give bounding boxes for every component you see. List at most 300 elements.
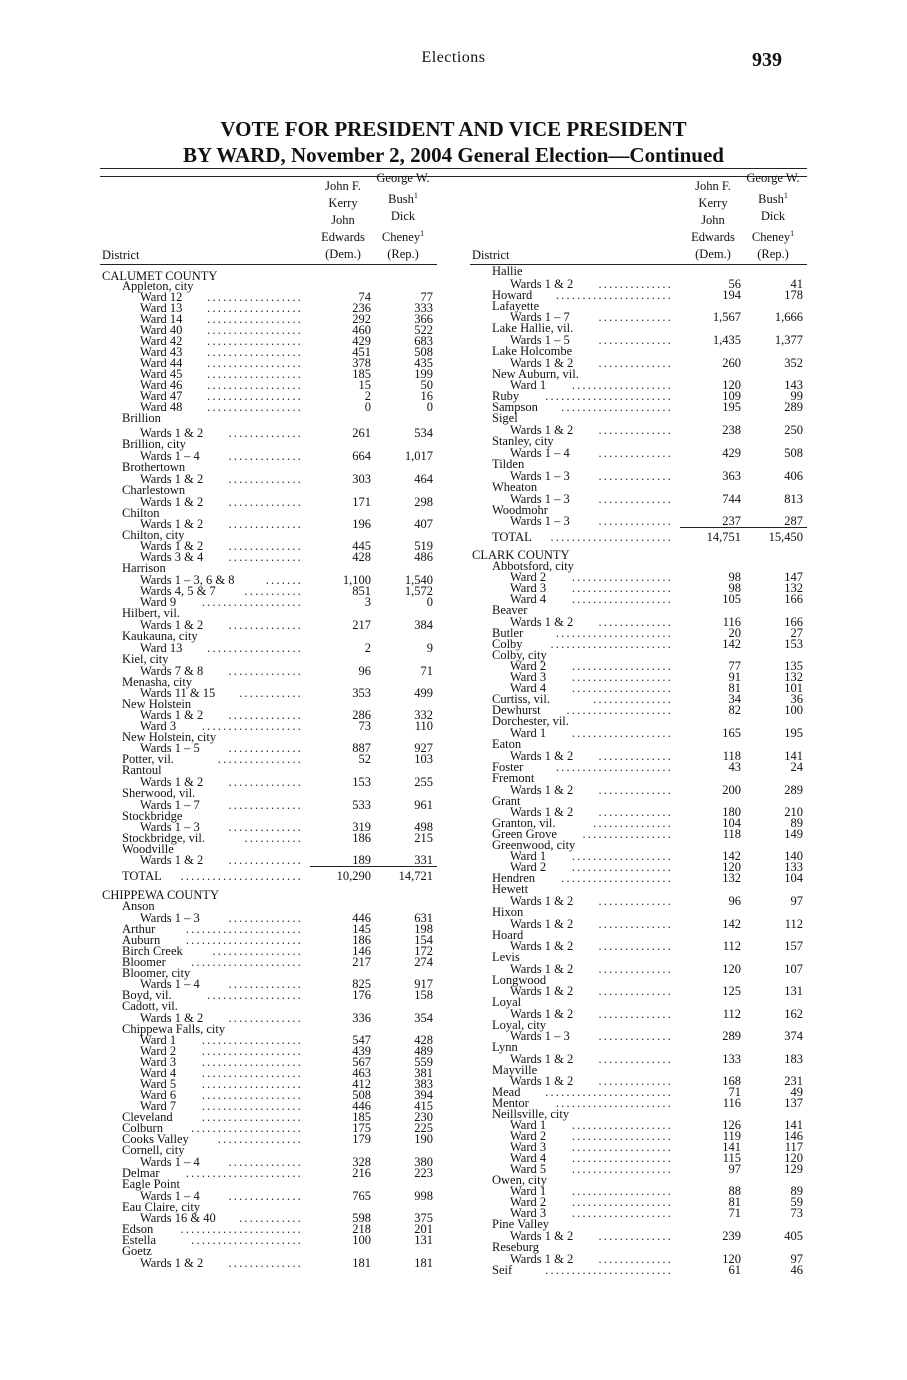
bush-votes: 381 bbox=[414, 1066, 433, 1080]
leader-dots: ....................... bbox=[180, 869, 303, 883]
district-name: Ward 6 bbox=[140, 1088, 177, 1102]
district-name: Boyd, vil. bbox=[122, 988, 172, 1002]
district-name: Ward 12 bbox=[140, 290, 183, 304]
kerry-votes: 237 bbox=[722, 514, 741, 528]
table-top-rule bbox=[100, 176, 807, 177]
district-name: Hewett bbox=[492, 882, 529, 896]
bush-votes: 49 bbox=[790, 1085, 803, 1099]
bush-votes: 230 bbox=[414, 1110, 433, 1124]
district-name: Lake Holcombe bbox=[492, 344, 573, 358]
leader-dots: ................... bbox=[571, 1195, 673, 1209]
kerry-votes: 126 bbox=[722, 1118, 741, 1132]
leader-dots: .............. bbox=[228, 539, 303, 553]
district-name: Wards 1 & 2 bbox=[510, 1052, 574, 1066]
district-name: Wards 1 & 2 bbox=[140, 426, 204, 440]
bush-votes: 1,377 bbox=[774, 333, 803, 347]
leader-dots: ................... bbox=[201, 1055, 303, 1069]
leader-dots: ................... bbox=[571, 1184, 673, 1198]
district-name: Mead bbox=[492, 1085, 521, 1099]
district-name: Greenwood, city bbox=[492, 838, 576, 852]
total-rule bbox=[310, 866, 437, 867]
kerry-votes: 71 bbox=[728, 1085, 741, 1099]
bush-votes: 489 bbox=[414, 1044, 433, 1058]
leader-dots: .................. bbox=[207, 367, 303, 381]
leader-dots: ..................... bbox=[191, 1233, 303, 1247]
leader-dots: .............. bbox=[228, 820, 303, 834]
leader-dots: ............... bbox=[593, 816, 673, 830]
kerry-votes: 189 bbox=[352, 853, 371, 867]
leader-dots: .............. bbox=[598, 962, 673, 976]
leader-dots: ............ bbox=[239, 1211, 303, 1225]
bush-votes: 131 bbox=[414, 1233, 433, 1247]
district-name: Woodmohr bbox=[492, 503, 548, 517]
district-name: Seif bbox=[492, 1263, 513, 1277]
kerry-votes: 10,290 bbox=[336, 869, 371, 883]
district-name: Wards 1 & 2 bbox=[140, 517, 204, 531]
district-name: Wards 1 – 4 bbox=[140, 1189, 200, 1203]
leader-dots: .............. bbox=[598, 423, 673, 437]
kerry-votes: 744 bbox=[722, 492, 741, 506]
leader-dots: .............. bbox=[228, 618, 303, 632]
bush-votes: 210 bbox=[784, 805, 803, 819]
table-row bbox=[470, 531, 807, 544]
bush-votes: 428 bbox=[414, 1033, 433, 1047]
leader-dots: ...................... bbox=[555, 1096, 673, 1110]
leader-dots: ................... bbox=[201, 719, 303, 733]
leader-dots: ................... bbox=[571, 1162, 673, 1176]
district-name: Curtiss, vil. bbox=[492, 692, 550, 706]
kerry-votes: 105 bbox=[722, 592, 741, 606]
kerry-votes: 20 bbox=[728, 626, 741, 640]
leader-dots: ................... bbox=[571, 726, 673, 740]
district-name: Wards 1 & 2 bbox=[140, 775, 204, 789]
district-name: Wards 1 & 2 bbox=[140, 708, 204, 722]
bush-votes: 50 bbox=[420, 378, 433, 392]
district-name: Wards 3 & 4 bbox=[140, 550, 204, 564]
kerry-votes: 34 bbox=[728, 692, 741, 706]
district-name: Sampson bbox=[492, 400, 538, 414]
district-name: Eau Claire, city bbox=[122, 1200, 201, 1214]
leader-dots: .............. bbox=[598, 333, 673, 347]
leader-dots: .............. bbox=[228, 708, 303, 722]
district-name: Eagle Point bbox=[122, 1177, 180, 1191]
district-name: Wards 1 – 3 bbox=[510, 514, 570, 528]
kerry-votes: 116 bbox=[722, 615, 741, 629]
kerry-votes: 765 bbox=[352, 1189, 371, 1203]
district-name: Delmar bbox=[122, 1166, 160, 1180]
leader-dots: .................. bbox=[207, 400, 303, 414]
district-name: Ward 2 bbox=[140, 1044, 177, 1058]
leader-dots: ................... bbox=[571, 849, 673, 863]
leader-dots: ....... bbox=[265, 573, 303, 587]
leader-dots: .................. bbox=[207, 334, 303, 348]
kerry-votes: 2 bbox=[364, 389, 371, 403]
district-name: Ruby bbox=[492, 389, 520, 403]
kerry-votes: 194 bbox=[722, 288, 741, 302]
bush-votes: 183 bbox=[784, 1052, 803, 1066]
district-name: Menasha, city bbox=[122, 675, 193, 689]
bush-votes: 77 bbox=[420, 290, 433, 304]
district-name: Kaukauna, city bbox=[122, 629, 198, 643]
district-name: Granton, vil. bbox=[492, 816, 556, 830]
leader-dots: .................. bbox=[207, 378, 303, 392]
bush-votes: 813 bbox=[784, 492, 803, 506]
bush-votes: 1,017 bbox=[404, 449, 433, 463]
table-row bbox=[100, 1257, 437, 1270]
district-name: Charlestown bbox=[122, 483, 186, 497]
kerry-votes: 52 bbox=[358, 752, 371, 766]
district-name: Lynn bbox=[492, 1040, 518, 1054]
bush-votes: 166 bbox=[784, 615, 803, 629]
district-name: Butler bbox=[492, 626, 524, 640]
district-name: Wheaton bbox=[492, 480, 538, 494]
column-header bbox=[470, 170, 807, 265]
district-name: Wards 1 – 4 bbox=[510, 446, 570, 460]
district-name: New Holstein, city bbox=[122, 730, 217, 744]
leader-dots: ................... bbox=[201, 1110, 303, 1124]
district-name: Ward 2 bbox=[510, 570, 547, 584]
page-number: 939 bbox=[752, 49, 782, 71]
district-name: Loyal, city bbox=[492, 1018, 547, 1032]
district-name: Ward 1 bbox=[510, 1118, 547, 1132]
district-name: Harrison bbox=[122, 561, 166, 575]
bush-votes: 133 bbox=[784, 860, 803, 874]
leader-dots: .................. bbox=[207, 988, 303, 1002]
bush-votes: 97 bbox=[790, 894, 803, 908]
kerry-votes: 98 bbox=[728, 570, 741, 584]
kerry-votes: 132 bbox=[722, 871, 741, 885]
kerry-votes: 118 bbox=[722, 749, 741, 763]
leader-dots: .............. bbox=[228, 741, 303, 755]
district-name: Arthur bbox=[122, 922, 156, 936]
district-name: New Auburn, vil. bbox=[492, 367, 579, 381]
district-name: Colburn bbox=[122, 1121, 163, 1135]
district-name: Wards 1 – 3, 6 & 8 bbox=[140, 573, 235, 587]
kerry-votes: 2 bbox=[364, 641, 371, 655]
kerry-votes: 289 bbox=[722, 1029, 741, 1043]
kerry-votes: 1,100 bbox=[342, 573, 371, 587]
kerry-votes: 96 bbox=[728, 894, 741, 908]
district-name: Edson bbox=[122, 1222, 154, 1236]
district-name: Wards 1 & 2 bbox=[510, 1007, 574, 1021]
district-name: Anson bbox=[122, 899, 155, 913]
leader-dots: .............. bbox=[598, 1007, 673, 1021]
district-name: Woodville bbox=[122, 842, 174, 856]
district-name: Wards 1 & 2 bbox=[510, 423, 574, 437]
leader-dots: .............. bbox=[598, 1229, 673, 1243]
leader-dots: ............ bbox=[239, 686, 303, 700]
district-name: Mentor bbox=[492, 1096, 529, 1110]
kerry-votes: 533 bbox=[352, 798, 371, 812]
district-name: Cadott, vil. bbox=[122, 999, 178, 1013]
leader-dots: .............. bbox=[228, 853, 303, 867]
bush-votes: 137 bbox=[784, 1096, 803, 1110]
page-subtitle: BY WARD, November 2, 2004 General Election—Continued bbox=[183, 143, 724, 167]
bush-votes: 166 bbox=[784, 592, 803, 606]
bush-votes: 59 bbox=[790, 1195, 803, 1209]
district-name: Mayville bbox=[492, 1063, 538, 1077]
district-name: Ward 13 bbox=[140, 641, 183, 655]
leader-dots: .............. bbox=[228, 1155, 303, 1169]
bush-votes: 199 bbox=[414, 367, 433, 381]
kerry-votes: 429 bbox=[722, 446, 741, 460]
kerry-header: John F. Kerry John Edwards (Dem.) bbox=[691, 179, 735, 261]
bush-votes: 534 bbox=[414, 426, 433, 440]
district-name: Pine Valley bbox=[492, 1217, 550, 1231]
district-name: Ward 9 bbox=[140, 595, 177, 609]
district-name: Potter, vil. bbox=[122, 752, 174, 766]
district-name: Auburn bbox=[122, 933, 161, 947]
district-name: Ward 2 bbox=[510, 659, 547, 673]
kerry-votes: 292 bbox=[352, 312, 371, 326]
bush-votes: 508 bbox=[784, 446, 803, 460]
district-name: Levis bbox=[492, 950, 520, 964]
leader-dots: .............. bbox=[598, 894, 673, 908]
leader-dots: .................. bbox=[207, 290, 303, 304]
district-name: Ward 4 bbox=[510, 681, 547, 695]
leader-dots: .............. bbox=[598, 1074, 673, 1088]
district-name: Sherwood, vil. bbox=[122, 786, 196, 800]
district-name: Wards 1 & 2 bbox=[140, 495, 204, 509]
kerry-votes: 96 bbox=[358, 664, 371, 678]
district-name: Ward 2 bbox=[510, 860, 547, 874]
district-name: Wards 4, 5 & 7 bbox=[140, 584, 216, 598]
leader-dots: ....................... bbox=[550, 637, 673, 651]
kerry-votes: 71 bbox=[728, 1206, 741, 1220]
bush-votes: 140 bbox=[784, 849, 803, 863]
kerry-votes: 88 bbox=[728, 1184, 741, 1198]
district-name: Eaton bbox=[492, 737, 522, 751]
leader-dots: ..................... bbox=[561, 871, 673, 885]
kerry-votes: 378 bbox=[352, 356, 371, 370]
kerry-header: John F. Kerry John Edwards (Dem.) bbox=[321, 179, 365, 261]
kerry-votes: 82 bbox=[728, 703, 741, 717]
kerry-votes: 119 bbox=[722, 1129, 741, 1143]
kerry-votes: 145 bbox=[352, 922, 371, 936]
leader-dots: .............. bbox=[228, 472, 303, 486]
bush-votes: 332 bbox=[414, 708, 433, 722]
bush-votes: 24 bbox=[790, 760, 803, 774]
district-name: Wards 1 & 2 bbox=[140, 1011, 204, 1025]
leader-dots: ............... bbox=[593, 692, 673, 706]
bush-votes: 149 bbox=[784, 827, 803, 841]
district-name: Hixon bbox=[492, 905, 524, 919]
bush-votes: 147 bbox=[784, 570, 803, 584]
district-name: CLARK COUNTY bbox=[472, 548, 570, 562]
bush-votes: 153 bbox=[784, 637, 803, 651]
kerry-votes: 109 bbox=[722, 389, 741, 403]
district-name: Wards 1 & 2 bbox=[510, 984, 574, 998]
bush-votes: 14,721 bbox=[398, 869, 433, 883]
kerry-votes: 115 bbox=[722, 1151, 741, 1165]
bush-votes: 107 bbox=[784, 962, 803, 976]
district-name: Ward 42 bbox=[140, 334, 183, 348]
kerry-votes: 195 bbox=[722, 400, 741, 414]
district-name: Ward 1 bbox=[510, 726, 547, 740]
district-name: Loyal bbox=[492, 995, 522, 1009]
district-name: Ward 2 bbox=[510, 1129, 547, 1143]
bush-votes: 15,450 bbox=[768, 530, 803, 544]
district-name: Chilton, city bbox=[122, 528, 185, 542]
district-name: Hoard bbox=[492, 928, 524, 942]
bush-votes: 998 bbox=[414, 1189, 433, 1203]
leader-dots: ................... bbox=[571, 1129, 673, 1143]
bush-votes: 384 bbox=[414, 618, 433, 632]
leader-dots: ...................... bbox=[185, 1166, 303, 1180]
kerry-votes: 217 bbox=[352, 955, 371, 969]
bush-votes: 112 bbox=[784, 917, 803, 931]
bush-votes: 508 bbox=[414, 345, 433, 359]
leader-dots: ................... bbox=[201, 1033, 303, 1047]
leader-dots: ........................ bbox=[545, 1085, 673, 1099]
leader-dots: .................. bbox=[207, 641, 303, 655]
kerry-votes: 363 bbox=[722, 469, 741, 483]
bush-votes: 250 bbox=[784, 423, 803, 437]
leader-dots: ....................... bbox=[180, 1222, 303, 1236]
bush-votes: 104 bbox=[784, 871, 803, 885]
district-name: Ward 3 bbox=[510, 670, 547, 684]
kerry-votes: 112 bbox=[722, 1007, 741, 1021]
kerry-votes: 238 bbox=[722, 423, 741, 437]
kerry-votes: 439 bbox=[352, 1044, 371, 1058]
kerry-votes: 56 bbox=[728, 277, 741, 291]
district-name: Wards 1 – 7 bbox=[140, 798, 200, 812]
bush-votes: 499 bbox=[414, 686, 433, 700]
bush-votes: 97 bbox=[790, 1252, 803, 1266]
bush-votes: 415 bbox=[414, 1099, 433, 1113]
district-name: Grant bbox=[492, 794, 521, 808]
leader-dots: .............. bbox=[598, 749, 673, 763]
district-name: Hilbert, vil. bbox=[122, 606, 180, 620]
leader-dots: ................... bbox=[571, 860, 673, 874]
bush-votes: 333 bbox=[414, 301, 433, 315]
leader-dots: .............. bbox=[228, 1256, 303, 1270]
district-name: Wards 1 & 2 bbox=[510, 749, 574, 763]
district-name: Ward 4 bbox=[510, 592, 547, 606]
bush-votes: 201 bbox=[414, 1222, 433, 1236]
bush-votes: 225 bbox=[414, 1121, 433, 1135]
district-name: Estella bbox=[122, 1233, 157, 1247]
kerry-votes: 14,751 bbox=[706, 530, 741, 544]
district-name: Ward 3 bbox=[510, 1206, 547, 1220]
kerry-votes: 286 bbox=[352, 708, 371, 722]
district-name: CHIPPEWA COUNTY bbox=[102, 888, 220, 902]
bush-votes: 231 bbox=[784, 1074, 803, 1088]
district-name: Ward 2 bbox=[510, 1195, 547, 1209]
kerry-votes: 303 bbox=[352, 472, 371, 486]
bush-votes: 143 bbox=[784, 378, 803, 392]
kerry-votes: 180 bbox=[722, 805, 741, 819]
leader-dots: ...................... bbox=[555, 288, 673, 302]
bush-votes: 406 bbox=[784, 469, 803, 483]
district-name: Rantoul bbox=[122, 763, 162, 777]
district-name: TOTAL bbox=[122, 869, 162, 883]
district-name: Ward 3 bbox=[140, 1055, 177, 1069]
district-name: Dewhurst bbox=[492, 703, 541, 717]
district-name: Ward 46 bbox=[140, 378, 183, 392]
bush-votes: 394 bbox=[414, 1088, 433, 1102]
district-name: Ward 48 bbox=[140, 400, 183, 414]
leader-dots: .............. bbox=[228, 1189, 303, 1203]
district-name: Wards 1 & 2 bbox=[510, 356, 574, 370]
kerry-votes: 120 bbox=[722, 1252, 741, 1266]
leader-dots: .............. bbox=[598, 1252, 673, 1266]
district-name: Wards 1 & 2 bbox=[510, 962, 574, 976]
district-name: Wards 1 & 2 bbox=[140, 853, 204, 867]
district-name: Longwood bbox=[492, 973, 547, 987]
leader-dots: .............. bbox=[598, 805, 673, 819]
leader-dots: .................. bbox=[207, 301, 303, 315]
page-title: VOTE FOR PRESIDENT AND VICE PRESIDENT bbox=[220, 117, 687, 141]
leader-dots: ...................... bbox=[185, 933, 303, 947]
bush-votes: 89 bbox=[790, 816, 803, 830]
district-name: Neillsville, city bbox=[492, 1107, 570, 1121]
district-name: New Holstein bbox=[122, 697, 192, 711]
kerry-votes: 61 bbox=[728, 1263, 741, 1277]
kerry-votes: 887 bbox=[352, 741, 371, 755]
district-name: Ward 7 bbox=[140, 1099, 177, 1113]
bush-votes: 1,540 bbox=[404, 573, 433, 587]
district-name: Abbotsford, city bbox=[492, 559, 574, 573]
district-name: Ward 1 bbox=[510, 378, 547, 392]
district-name: Wards 1 – 3 bbox=[510, 492, 570, 506]
leader-dots: .............. bbox=[228, 517, 303, 531]
leader-dots: ........................ bbox=[545, 1263, 673, 1277]
district-name: Beaver bbox=[492, 603, 528, 617]
district-name: Wards 1 – 3 bbox=[510, 469, 570, 483]
bush-votes: 27 bbox=[790, 626, 803, 640]
kerry-votes: 825 bbox=[352, 977, 371, 991]
kerry-votes: 336 bbox=[352, 1011, 371, 1025]
leader-dots: ........... bbox=[244, 831, 303, 845]
district-name: Kiel, city bbox=[122, 652, 169, 666]
kerry-votes: 319 bbox=[352, 820, 371, 834]
leader-dots: .............. bbox=[228, 495, 303, 509]
district-name: Brothertown bbox=[122, 460, 186, 474]
district-name: Appleton, city bbox=[122, 279, 194, 293]
leader-dots: ................... bbox=[571, 592, 673, 606]
district-name: Owen, city bbox=[492, 1173, 547, 1187]
district-name: Wards 7 & 8 bbox=[140, 664, 204, 678]
leader-dots: .................. bbox=[207, 312, 303, 326]
district-name: Foster bbox=[492, 760, 524, 774]
leader-dots: .............. bbox=[228, 1011, 303, 1025]
district-name: Stanley, city bbox=[492, 434, 554, 448]
running-header: Elections bbox=[421, 49, 486, 66]
kerry-votes: 171 bbox=[352, 495, 371, 509]
kerry-votes: 176 bbox=[352, 988, 371, 1002]
bush-header: George W. Bush$^1$ Dick Cheney$^1$ (Rep.) bbox=[376, 170, 430, 261]
district-name: Colby, city bbox=[492, 648, 547, 662]
bush-votes: 16 bbox=[420, 389, 433, 403]
bush-votes: 375 bbox=[414, 1211, 433, 1225]
district-name: Wards 1 & 2 bbox=[510, 783, 574, 797]
leader-dots: ........... bbox=[244, 584, 303, 598]
table-row bbox=[100, 870, 437, 883]
bush-votes: 178 bbox=[784, 288, 803, 302]
district-name: Wards 16 & 40 bbox=[140, 1211, 216, 1225]
bush-votes: 100 bbox=[784, 703, 803, 717]
kerry-votes: 218 bbox=[352, 1222, 371, 1236]
column-header bbox=[100, 170, 437, 265]
kerry-votes: 460 bbox=[352, 323, 371, 337]
district-name: Birch Creek bbox=[122, 944, 183, 958]
kerry-votes: 98 bbox=[728, 581, 741, 595]
bush-votes: 46 bbox=[790, 1263, 803, 1277]
leader-dots: .................. bbox=[207, 345, 303, 359]
bush-votes: 522 bbox=[414, 323, 433, 337]
kerry-votes: 239 bbox=[722, 1229, 741, 1243]
